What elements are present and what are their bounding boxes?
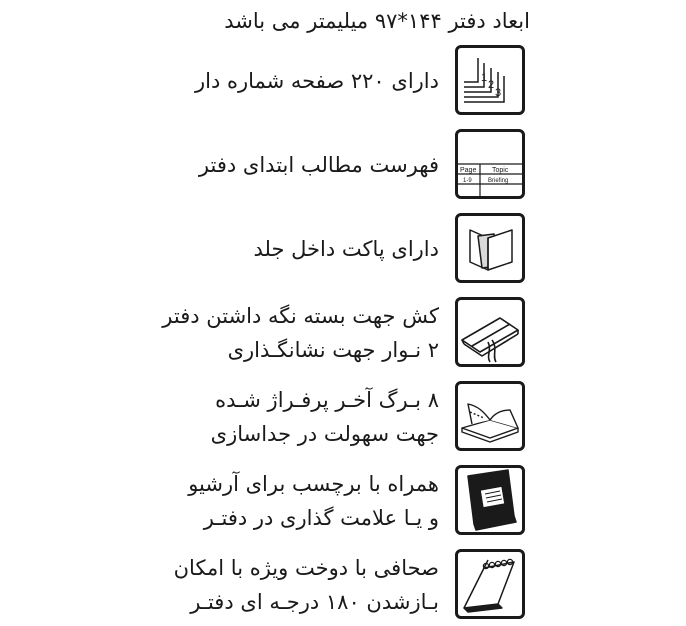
- contents-table-icon: [455, 129, 525, 199]
- feature-line: جهت سهولت در جداسازی: [210, 422, 439, 446]
- feature-contents-table: [80, 129, 525, 205]
- feature-line: ۸ بـرگ آخـر پرفـراژ شـده: [215, 388, 439, 412]
- icon-number-3: 3: [495, 87, 502, 99]
- feature-numbered-pages: [80, 45, 525, 121]
- table-header-page: Page: [460, 167, 477, 174]
- numbered-pages-icon: [455, 45, 525, 115]
- lay-flat-binding-icon: [455, 549, 525, 619]
- feature-line: ۲ نـوار جهت نشانگـذاری: [227, 338, 439, 362]
- feature-line: همراه با برچسب برای آرشیو: [188, 472, 439, 496]
- feature-line: صحافی با دوخت ویژه با امکان: [173, 556, 439, 580]
- feature-label-sticker: [80, 465, 525, 541]
- feature-inner-pocket: [80, 213, 525, 289]
- label-sticker-icon: [455, 465, 525, 535]
- feature-line: دارای ۲۲۰ صفحه شماره دار: [194, 69, 439, 93]
- feature-perforated-pages: [80, 381, 525, 457]
- feature-line: و یـا علامت گذاری در دفتـر: [203, 506, 439, 530]
- feature-line: بـازشدن ۱۸۰ درجـه ای دفتـر: [190, 590, 439, 614]
- feature-text: [109, 465, 439, 537]
- feature-elastic-band: [80, 297, 525, 373]
- feature-text: [109, 45, 439, 117]
- icon-number-2: 2: [488, 79, 495, 91]
- table-cell-topic: Briefing: [488, 178, 509, 184]
- feature-text: [109, 297, 439, 369]
- icon-number-1: 1: [481, 72, 488, 84]
- table-header-topic: Topic: [492, 167, 509, 174]
- perforated-pages-icon: [455, 381, 525, 451]
- feature-text: [109, 381, 439, 453]
- feature-line: کش جهت بسته نگه داشتن دفتر: [162, 304, 439, 328]
- feature-text: [109, 129, 439, 201]
- feature-line: فهرست مطالب ابتدای دفتر: [198, 153, 439, 177]
- inner-pocket-icon: [455, 213, 525, 283]
- table-cell-page: 1-9: [463, 178, 472, 184]
- feature-line: دارای پاکت داخل جلد: [253, 237, 439, 261]
- elastic-band-notebook-icon: [455, 297, 525, 367]
- feature-lay-flat-binding: [80, 549, 525, 625]
- page-title: ابعاد دفتر ۱۴۴*۹۷ میلیمتر می باشد: [224, 9, 530, 33]
- feature-text: [109, 549, 439, 621]
- feature-text: [109, 213, 439, 285]
